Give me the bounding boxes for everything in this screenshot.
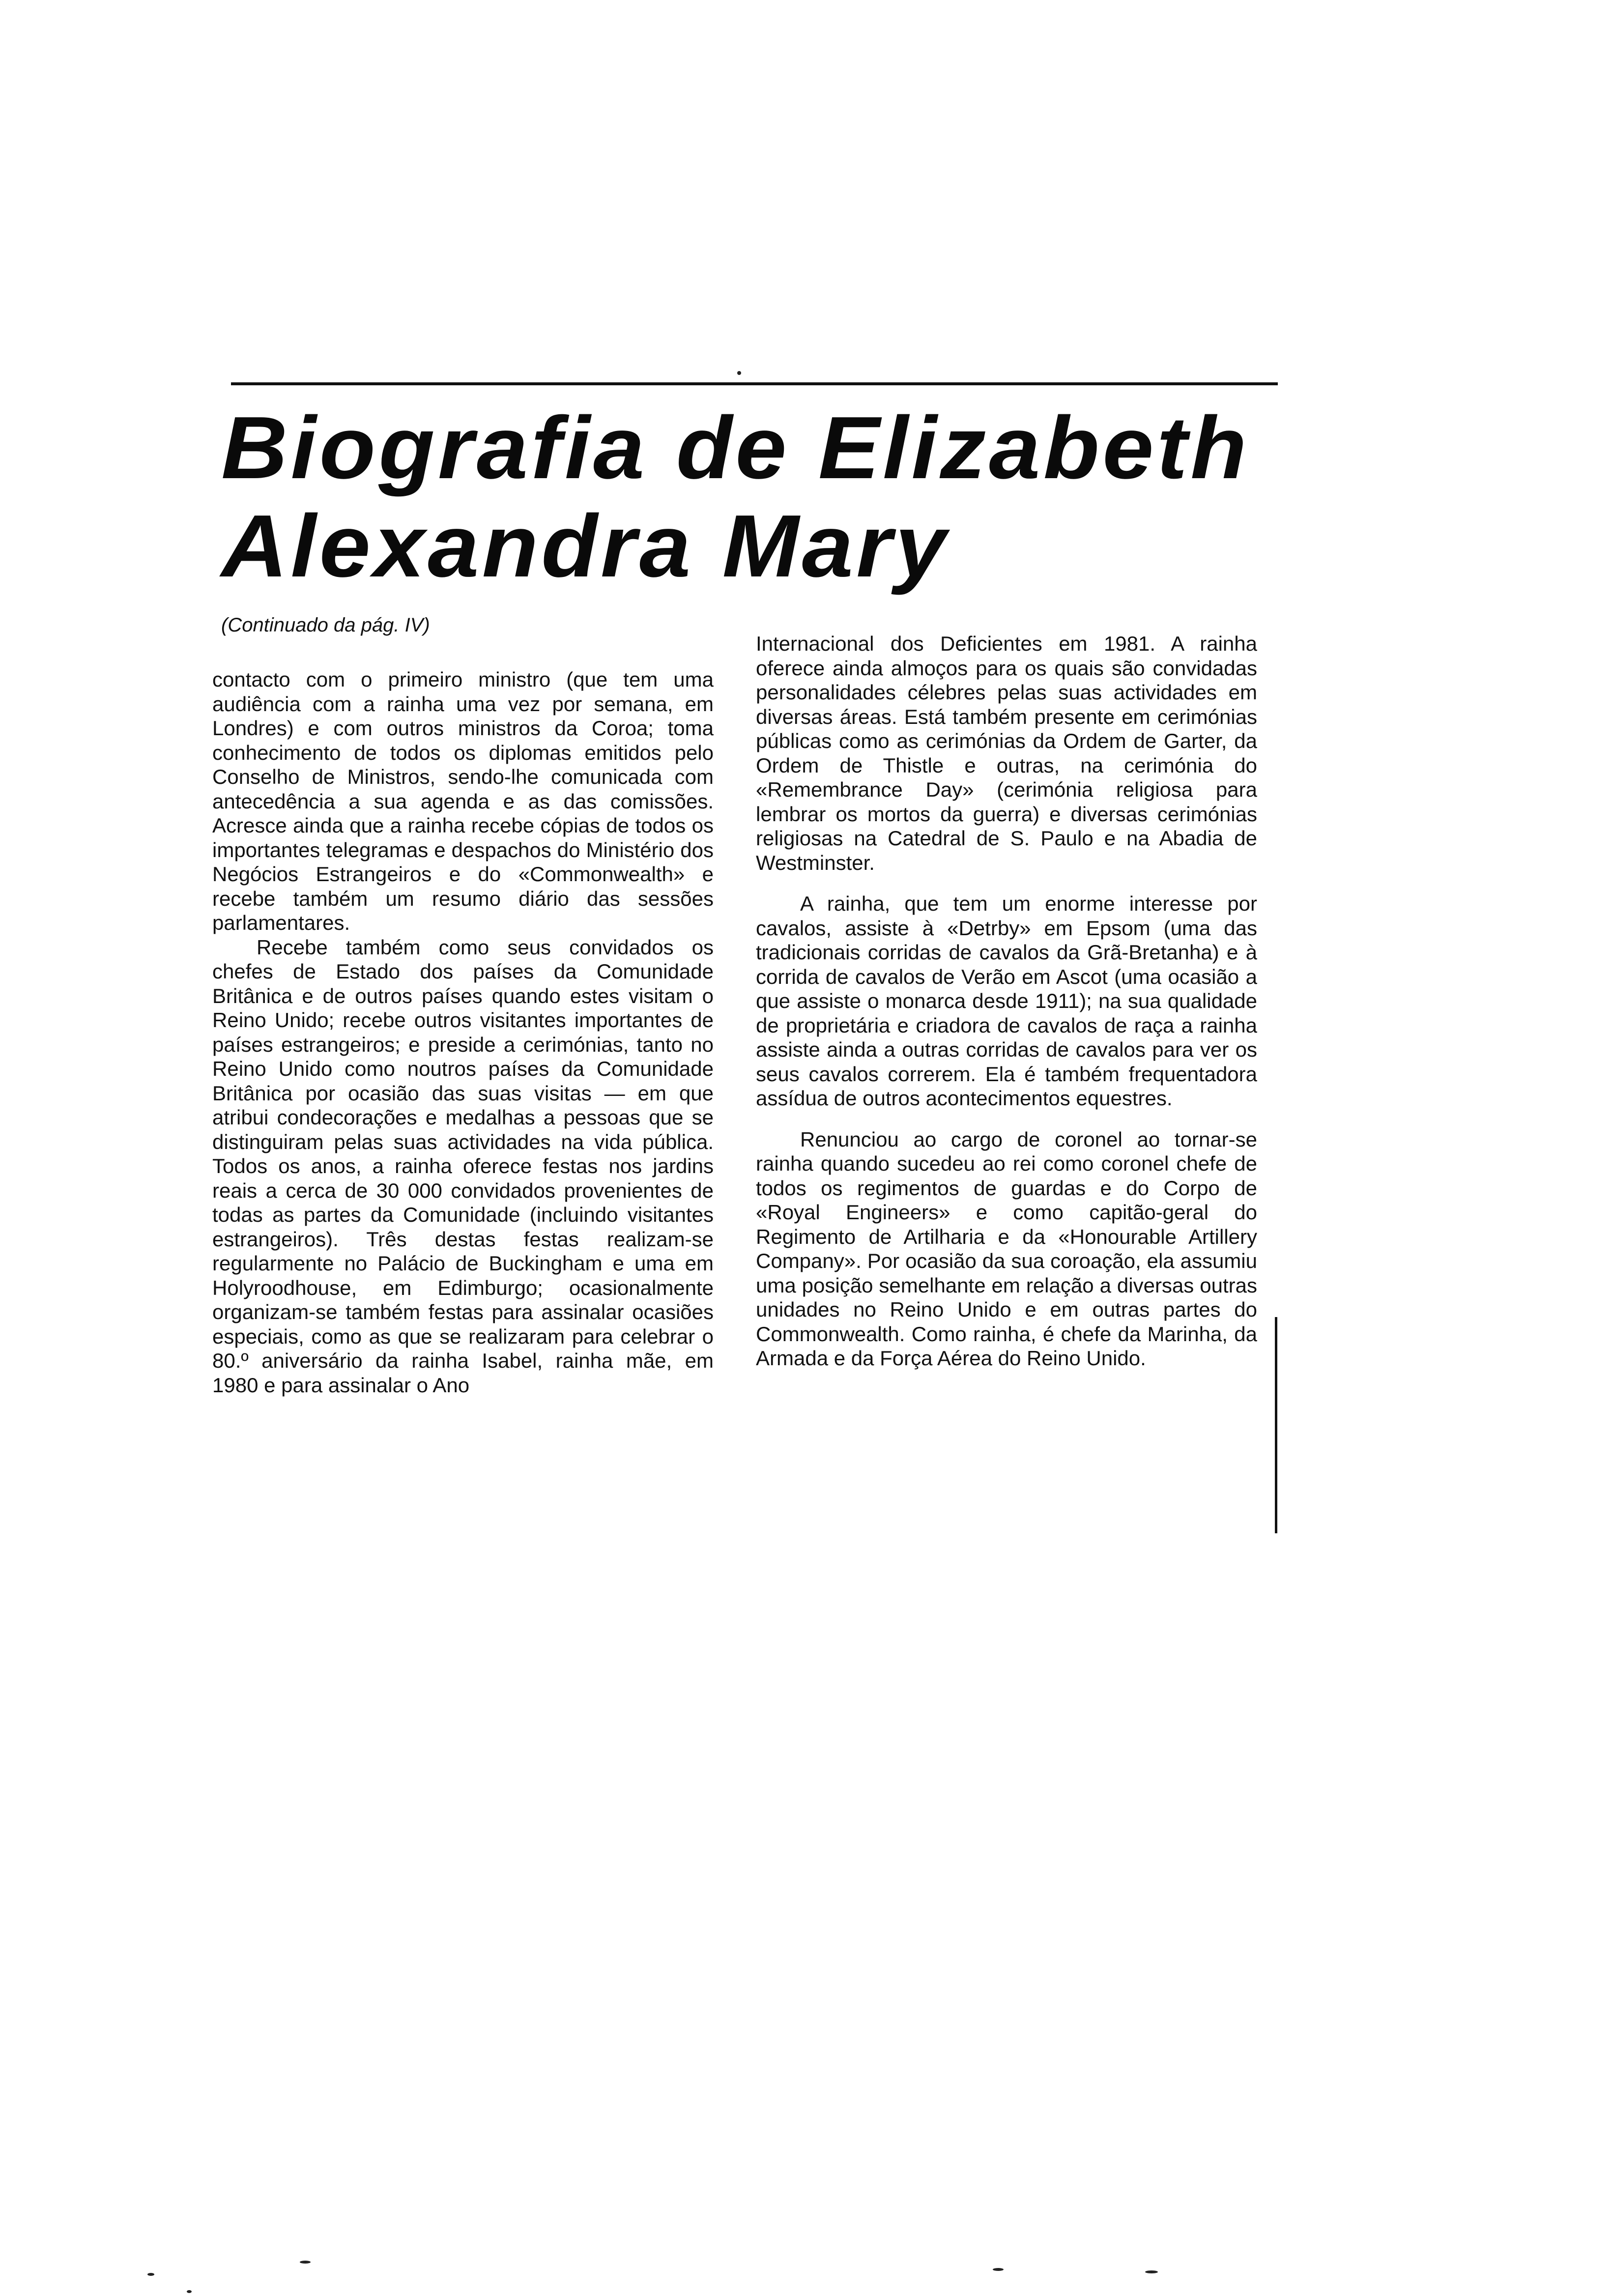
scan-speck (737, 371, 741, 375)
continued-note: (Continuado da pág. IV) (221, 614, 430, 636)
right-column (756, 631, 1257, 1371)
article-headline (221, 399, 1346, 596)
paragraph: A rainha, que tem um enorme interesse por cavalos, assiste à «Detrby» em Epsom (uma das tradicionais corridas de cavalos da Grã-Bretanha) e à corrida de cavalos de Verão em Ascot (uma ocasião a que assiste o monarca desde 1911); na sua qualidade de proprietária e criadora de cavalos de raça a rainha assiste ainda a outras corridas de cavalos para ver os seus cavalos correrem. Ela é também frequentadora assídua de outros acontecimentos equestres. (756, 892, 1257, 1110)
scan-speck (187, 2290, 192, 2293)
paragraph: contacto com o primeiro ministro (que tem uma audiência com a rainha uma vez por semana, em Londres) e com outros ministros da Coroa; toma conhecimento de todos os diplomas emitidos pelo Conselho de Ministros, sendo-lhe comunicada com antecedência a sua agenda e as das comissões. Acresce ainda que a rainha recebe cópias de todos os importantes telegramas e despachos do Ministério dos Negócios Estrangeiros e do «Commonwealth» e recebe também um resumo diário das sessões parlamentares. (212, 668, 714, 934)
headline-rule (231, 382, 1278, 385)
scan-speck (993, 2268, 1004, 2271)
left-column (212, 667, 714, 1397)
paragraph: Internacional dos Deficientes em 1981. A rainha oferece ainda almoços para os quais são convidadas personalidades célebres pelas suas actividades em diversas áreas. Está também presente em cerimónias públicas como as cerimónias da Ordem de Garter, da Ordem de Thistle e outras, na cerimónia do «Remembrance Day» (cerimónia religiosa para lembrar os mortos da guerra) e diversas cerimónias religiosas na Catedral de S. Paulo e na Abadia de Westminster. (756, 632, 1257, 874)
headline-line-2: Alexandra Mary (221, 497, 950, 596)
margin-bar (1275, 1317, 1277, 1533)
paragraph: Renunciou ao cargo de coronel ao tornar-se rainha quando sucedeu ao rei como coronel chefe de todos os regimentos de guardas e do Corpo de «Royal Engineers» e como capitão-geral do Regimento de Artilharia e da «Honourable Artillery Company». Por ocasião da sua coroação, ela assumiu uma posição semelhante em relação a diversas outras unidades no Reino Unido e em outras partes do Commonwealth. Como rainha, é chefe da Marinha, da Armada e da Força Aérea do Reino Unido. (756, 1127, 1257, 1370)
paragraph: Recebe também como seus convidados os chefes de Estado dos países da Comunidade Britânica e de outros países quando estes visitam o Reino Unido; recebe outros visitantes importantes de países estrangeiros; e preside a cerimónias, tanto no Reino Unido como noutros países da Comunidade Britânica por ocasião das suas visitas — em que atribui condecorações e medalhas a pessoas que se distinguiram pelas suas actividades na vida pública. Todos os anos, a rainha oferece festas nos jardins reais a cerca de 30 000 convidados provenientes de todas as partes da Comunidade (incluindo visitantes estrangeiros). Três destas festas realizam-se regularmente no Palácio de Buckingham e uma em Holyroodhouse, em Edimburgo; ocasionalmente organizam-se também festas para assinalar ocasiões especiais, como as que se realizaram para celebrar o 80.º aniversário da rainha Isabel, rainha mãe, em 1980 e para assinalar o Ano (212, 935, 714, 1397)
scan-speck (1145, 2270, 1158, 2273)
scan-speck (300, 2261, 311, 2264)
scan-speck (147, 2273, 154, 2276)
headline-line-1: Biografia de Elizabeth (221, 399, 1250, 497)
